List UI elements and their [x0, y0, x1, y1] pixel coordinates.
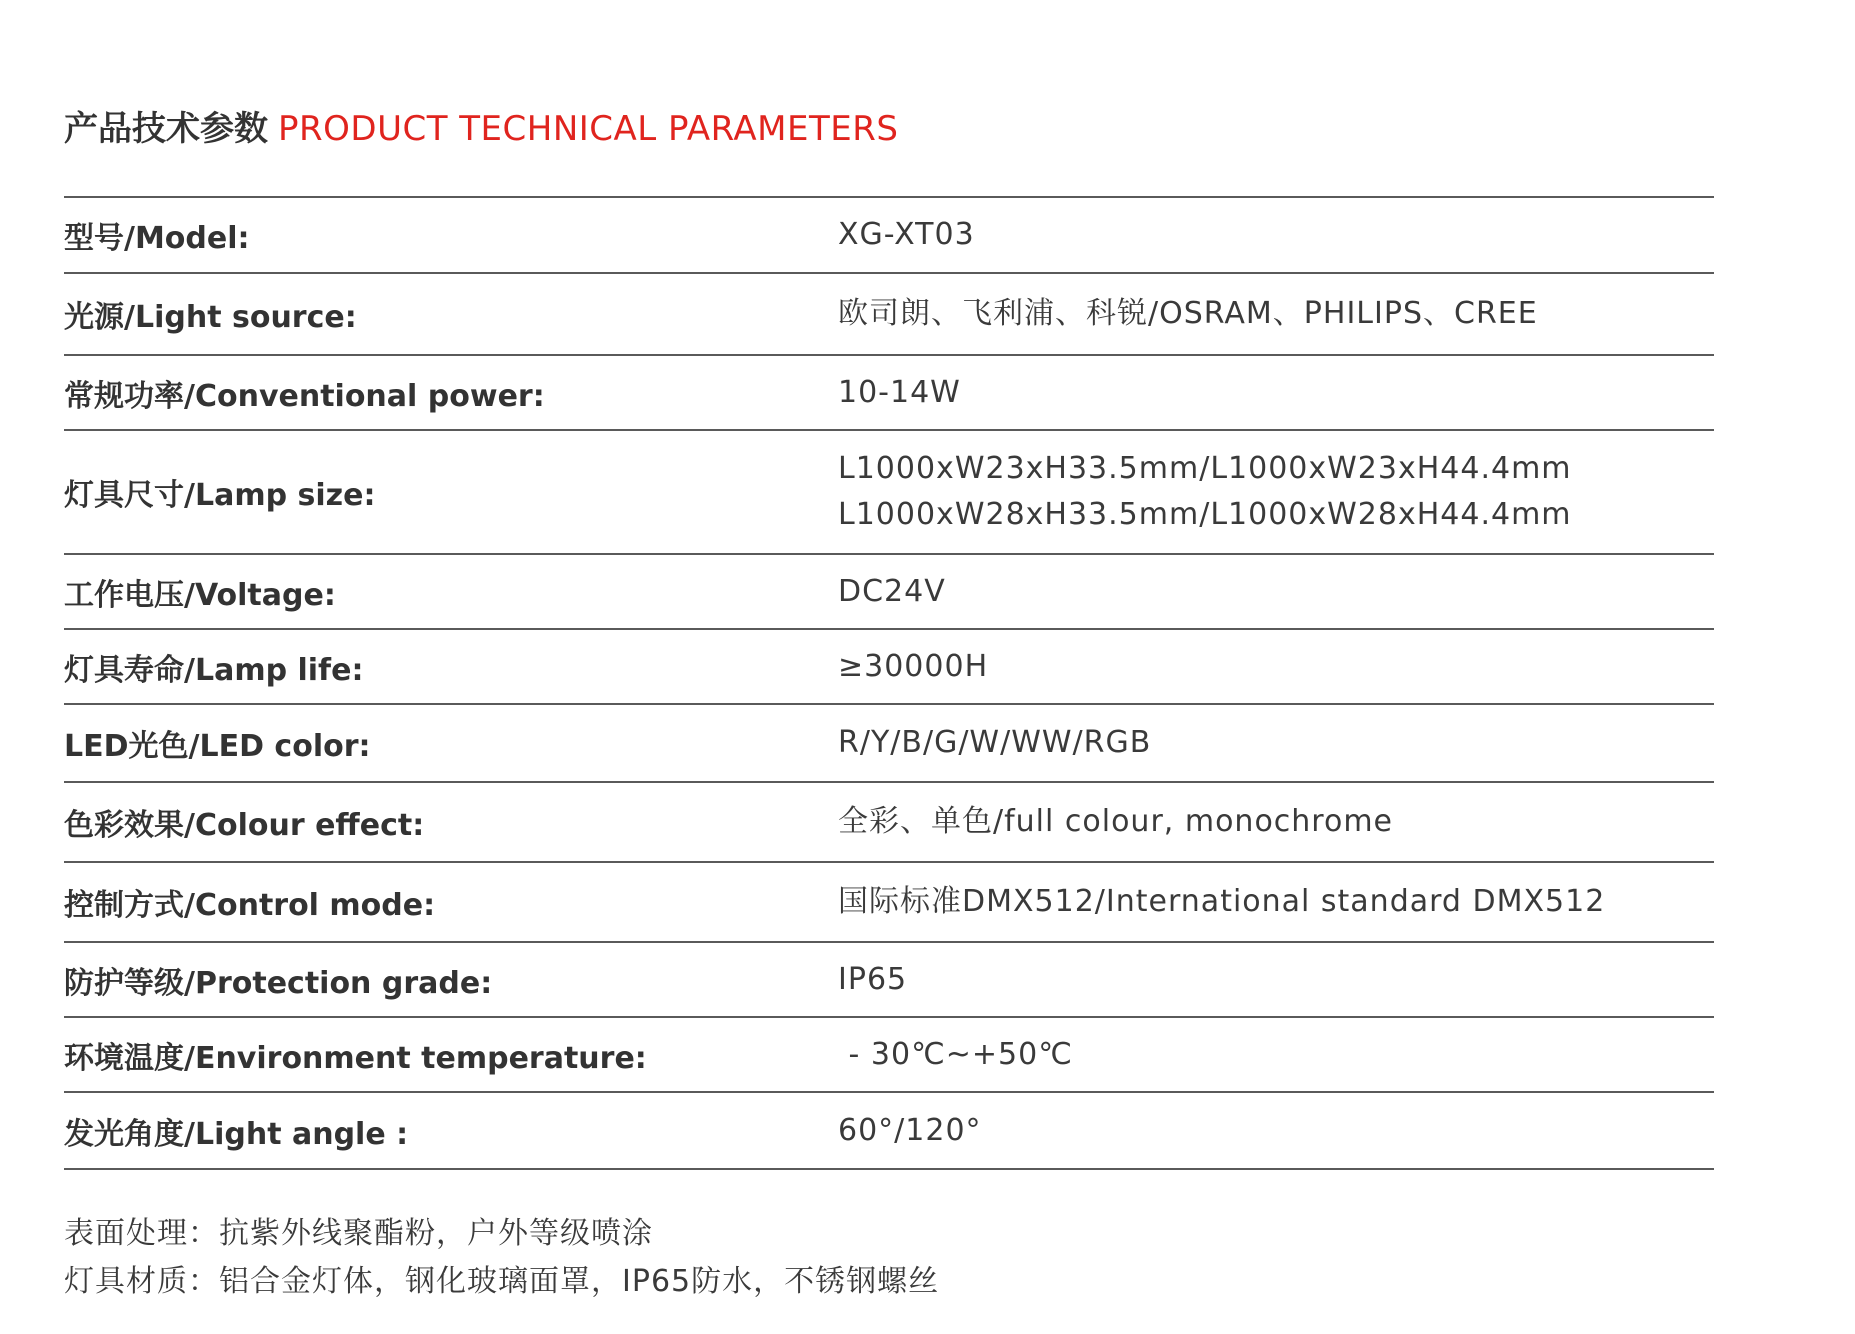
table-row-environment-temperature — [64, 1018, 1714, 1093]
page-title-en: PRODUCT TECHNICAL PARAMETERS — [278, 109, 899, 149]
param-label: 工作电压/Voltage: — [64, 577, 336, 613]
param-value — [838, 1032, 1714, 1078]
table-row-lamp-life — [64, 630, 1714, 705]
table-row-protection-grade — [64, 943, 1714, 1018]
table-row-model — [64, 198, 1714, 274]
param-value-line: 欧司朗、飞利浦、科锐/OSRAM、PHILIPS、CREE — [838, 296, 1538, 331]
param-label: 发光角度/Light angle : — [64, 1116, 409, 1152]
param-label: 环境温度/Environment temperature: — [64, 1040, 647, 1076]
param-label: 灯具尺寸/Lamp size: — [64, 478, 376, 513]
param-value — [838, 879, 1714, 925]
param-value — [838, 291, 1714, 337]
param-value-line: 60°/120° — [838, 1112, 982, 1148]
param-label: 型号/Model: — [64, 221, 250, 256]
param-label: 防护等级/Protection grade: — [64, 965, 493, 1001]
param-value-line: - 30℃~+50℃ — [838, 1036, 1073, 1072]
param-value — [838, 446, 1714, 538]
param-value-line: L1000xW23xH33.5mm/L1000xW23xH44.4mm — [838, 451, 1572, 486]
param-label: 控制方式/Control mode: — [64, 888, 436, 923]
param-label: LED光色/LED color: — [64, 729, 371, 764]
param-label: 色彩效果/Colour effect: — [64, 808, 425, 843]
table-row-control-mode — [64, 863, 1714, 943]
footnotes — [64, 1210, 939, 1306]
param-value-line: IP65 — [838, 961, 908, 997]
table-row-voltage — [64, 555, 1714, 630]
parameters-table — [64, 196, 1714, 1170]
param-value — [838, 212, 1714, 258]
table-row-led-color — [64, 705, 1714, 783]
table-row-colour-effect — [64, 783, 1714, 863]
param-value-line: 全彩、单色/full colour, monochrome — [838, 804, 1394, 839]
param-value-line: ≥30000H — [838, 648, 989, 684]
page-title — [64, 104, 898, 154]
param-value — [838, 569, 1714, 615]
table-row-light-source — [64, 274, 1714, 356]
note-lamp-material: 灯具材质：铝合金灯体，钢化玻璃面罩，IP65防水，不锈钢螺丝 — [64, 1264, 940, 1299]
param-value-line: XG-XT03 — [838, 217, 975, 252]
param-value — [838, 1108, 1714, 1154]
table-row-lamp-size — [64, 431, 1714, 555]
param-value — [838, 644, 1714, 690]
param-value — [838, 370, 1714, 416]
table-row-light-angle — [64, 1093, 1714, 1170]
param-value-line: 10-14W — [838, 374, 961, 410]
note-surface-treatment: 表面处理：抗紫外线聚酯粉，户外等级喷涂 — [64, 1216, 653, 1251]
page-title-cn: 产品技术参数 — [64, 109, 268, 149]
param-value — [838, 720, 1714, 766]
param-value-line: R/Y/B/G/W/WW/RGB — [838, 725, 1152, 760]
param-label: 光源/Light source: — [64, 300, 357, 335]
param-value-line: 国际标准DMX512/International standard DMX512 — [838, 884, 1606, 919]
param-value-line: DC24V — [838, 573, 946, 609]
param-label: 灯具寿命/Lamp life: — [64, 652, 364, 688]
param-value — [838, 799, 1714, 845]
param-value — [838, 957, 1714, 1003]
table-row-conventional-power — [64, 356, 1714, 431]
param-value-line-2: L1000xW28xH33.5mm/L1000xW28xH44.4mm — [838, 497, 1572, 532]
param-label: 常规功率/Conventional power: — [64, 378, 545, 414]
